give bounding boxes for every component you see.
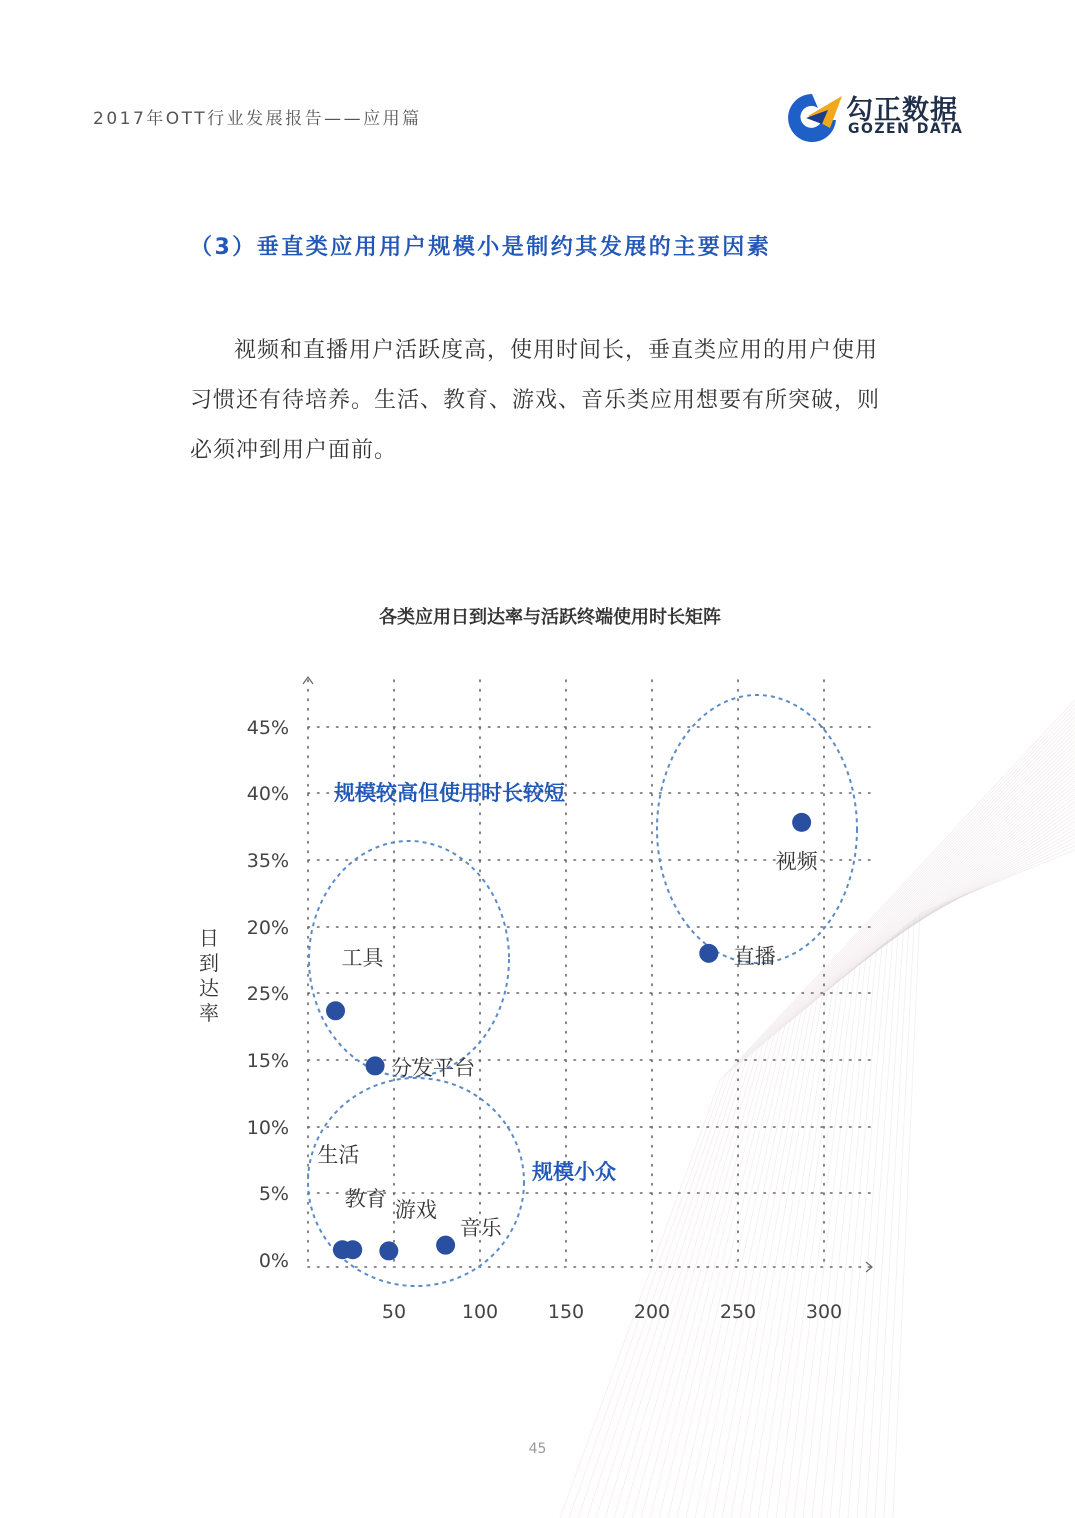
annotation-niche-scale: 规模小众 bbox=[532, 1160, 616, 1184]
data-points bbox=[317, 813, 818, 1261]
background-line bbox=[677, 753, 1075, 1518]
y-axis-label-char: 达 bbox=[199, 976, 219, 1000]
background-line bbox=[812, 813, 1075, 1518]
y-axis-label-char: 到 bbox=[199, 951, 219, 975]
annotation-high-scale-short-time: 规模较高但使用时长较短 bbox=[334, 781, 565, 805]
data-point-label: 教育 bbox=[344, 1186, 387, 1211]
cluster-large-scale-outline bbox=[657, 695, 857, 963]
y-axis-label-char: 日 bbox=[199, 926, 219, 950]
data-point bbox=[366, 1056, 385, 1075]
background-line bbox=[569, 704, 1075, 1518]
y-tick-label: 40% bbox=[246, 783, 289, 805]
background-line bbox=[695, 761, 1075, 1518]
data-point-label: 工具 bbox=[341, 945, 384, 970]
data-point-label: 生活 bbox=[317, 1142, 360, 1167]
data-point bbox=[436, 1236, 455, 1255]
background-line bbox=[884, 846, 1075, 1518]
y-tick-label: 5% bbox=[258, 1183, 289, 1205]
background-line-pattern bbox=[560, 700, 1075, 1518]
section-title: （3）垂直类应用用户规模小是制约其发展的主要因素 bbox=[190, 235, 772, 260]
background-line bbox=[659, 745, 1075, 1518]
data-point bbox=[326, 1001, 345, 1020]
y-tick-label: 25% bbox=[246, 983, 289, 1005]
x-tick-label: 100 bbox=[461, 1301, 499, 1323]
background-line bbox=[587, 712, 1075, 1518]
background-line bbox=[686, 757, 1075, 1518]
background-line bbox=[821, 817, 1075, 1518]
y-tick-labels bbox=[247, 717, 289, 1272]
background-line bbox=[605, 720, 1075, 1518]
annotations bbox=[334, 781, 616, 1184]
background-line bbox=[758, 789, 1075, 1518]
page-number: 45 bbox=[528, 1441, 547, 1457]
background-line bbox=[803, 809, 1075, 1518]
background-line bbox=[740, 781, 1075, 1518]
y-tick-label: 20% bbox=[246, 917, 289, 939]
background-line bbox=[713, 769, 1075, 1518]
background-line bbox=[596, 716, 1075, 1518]
y-tick-label: 15% bbox=[246, 1050, 289, 1072]
x-tick-label: 250 bbox=[719, 1301, 757, 1323]
data-point bbox=[699, 944, 718, 963]
x-tick-label: 300 bbox=[805, 1301, 843, 1323]
background-line bbox=[875, 842, 1075, 1518]
data-point-label: 游戏 bbox=[394, 1197, 437, 1222]
background-line bbox=[794, 805, 1075, 1518]
report-header-title: 2017年OTT行业发展报告——应用篇 bbox=[93, 109, 422, 129]
data-point bbox=[792, 813, 811, 832]
y-axis-label-char: 率 bbox=[199, 1001, 219, 1025]
logo-english-text: GOZEN DATA bbox=[848, 121, 964, 137]
y-tick-label: 10% bbox=[246, 1117, 289, 1139]
data-point-label: 视频 bbox=[775, 849, 818, 874]
x-tick-label: 150 bbox=[547, 1301, 585, 1323]
y-tick-label: 35% bbox=[246, 850, 289, 872]
data-point-label: 直播 bbox=[733, 944, 776, 969]
background-line bbox=[893, 850, 1075, 1518]
y-axis-label bbox=[199, 926, 219, 1025]
logo-chinese-text: 勾正数据 bbox=[846, 95, 958, 126]
background-line bbox=[641, 736, 1075, 1518]
cluster-high-scale-short-time-outline bbox=[309, 841, 509, 1077]
background-line bbox=[830, 822, 1075, 1518]
x-tick-label: 50 bbox=[381, 1301, 407, 1323]
data-point bbox=[379, 1241, 398, 1260]
data-point-label: 分发平台 bbox=[391, 1055, 476, 1080]
x-tick-label: 200 bbox=[633, 1301, 671, 1323]
body-paragraph: 视频和直播用户活跃度高，使用时间长，垂直类应用的用户使用习惯还有待培养。生活、教育、游戏、音乐类应用想要有所突破，则必须冲到用户面前。 bbox=[190, 338, 881, 463]
background-line bbox=[614, 724, 1075, 1518]
chart-title: 各类应用日到达率与活跃终端使用时长矩阵 bbox=[379, 607, 721, 628]
data-point-label: 音乐 bbox=[459, 1216, 502, 1241]
y-tick-label: 0% bbox=[258, 1250, 289, 1272]
data-point bbox=[343, 1240, 362, 1259]
y-tick-label: 45% bbox=[246, 717, 289, 739]
